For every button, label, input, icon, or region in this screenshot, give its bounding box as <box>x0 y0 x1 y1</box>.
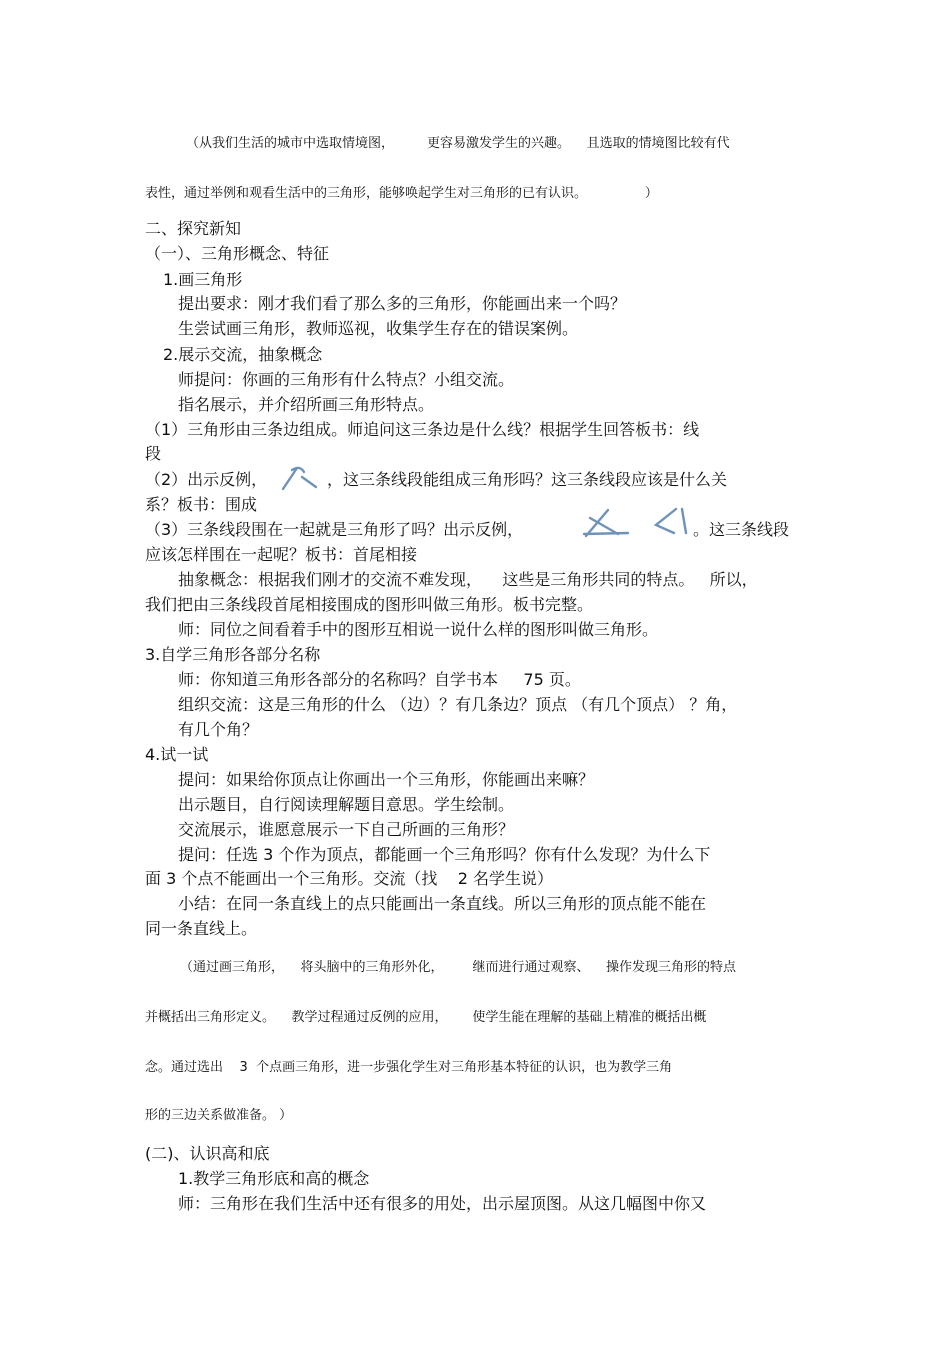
note1-line2: 表性，通过举例和观看生活中的三角形，能够唤起学生对三角形的已有认识。 ） <box>145 186 658 201</box>
note2-line2: 并概括出三角形定义。 教学过程通过反例的应用， 使学生能在理解的基础上精准的概括出概 <box>145 1010 707 1025</box>
s2-teacher-line: 师：同位之间看着手中的图形互相说一说什么样的图形叫做三角形。 <box>178 620 659 639</box>
s2-c3-part-a: （3）三条线段围在一起就是三角形了吗？出示反例， <box>145 520 524 539</box>
note1-line1: （从我们生活的城市中选取情境图， 更容易激发学生的兴趣。 且选取的情境图比较有代 <box>186 136 730 151</box>
s4-heading: 4.试一试 <box>145 745 209 764</box>
s2-c3-line2: 应该怎样围在一起呢？板书：首尾相接 <box>145 545 418 564</box>
s2-heading: 2.展示交流，抽象概念 <box>163 345 323 364</box>
note2-line4: 形的三边关系做准备。 ） <box>145 1108 293 1123</box>
s3-p1: 师：你知道三角形各部分的名称吗？自学书本 75 页。 <box>178 670 581 689</box>
s3-heading: 3.自学三角形各部分名称 <box>145 645 321 664</box>
part2-s1-p1: 师：三角形在我们生活中还有很多的用处，出示屋顶图。从这几幅图中你又 <box>178 1194 707 1213</box>
s2-c3-part-b: 。这三条线段 <box>693 520 790 539</box>
part2-title: (二)、认识高和底 <box>145 1144 270 1163</box>
s4-p3: 交流展示，谁愿意展示一下自己所画的三角形？ <box>178 820 515 839</box>
section-title: 二、探究新知 <box>145 219 242 238</box>
s4-p7: 同一条直线上。 <box>145 919 258 938</box>
s1-p2: 生尝试画三角形，教师巡视，收集学生存在的错误案例。 <box>178 319 579 338</box>
s4-p6: 小结：在同一条直线上的点只能画出一条直线。所以三角形的顶点能不能在 <box>178 894 707 913</box>
s1-heading: 1.画三角形 <box>163 270 243 289</box>
s4-p5: 面 3 个点不能画出一个三角形。交流（找 2 名学生说） <box>145 869 553 888</box>
s1-p1: 提出要求：刚才我们看了那么多的三角形，你能画出来一个吗？ <box>178 294 627 313</box>
s3-p3: 有几个角？ <box>178 720 259 739</box>
note2-line3: 念。通过选出 3 个点画三角形，进一步强化学生对三角形基本特征的认识，也为教学三角 <box>145 1060 673 1075</box>
s2-abstract-line1: 抽象概念：根据我们刚才的交流不难发现， 这些是三角形共同的特点。 所以， <box>178 570 758 589</box>
gap-triangle-sketch-icon <box>652 505 692 539</box>
s4-p2: 出示题目，自行阅读理解题目意思。学生绘制。 <box>178 795 515 814</box>
s4-p1: 提问：如果给你顶点让你画出一个三角形，你能画出来嘛？ <box>178 770 595 789</box>
s2-c1-line1: （1）三角形由三条边组成。师追问这三条边是什么线？根据学生回答板书：线 <box>145 420 700 439</box>
part1-title: （一）、三角形概念、特征 <box>145 244 330 263</box>
part2-s1-heading: 1.教学三角形底和高的概念 <box>178 1169 370 1188</box>
s2-p1: 师提问：你画的三角形有什么特点？小组交流。 <box>178 370 515 389</box>
s2-c2-part-b: ，这三条线段能组成三角形吗？这三条线段应该是什么关 <box>327 470 728 489</box>
s2-c2-part-a: （2）出示反例， <box>145 470 268 489</box>
s2-abstract-line2: 我们把由三条线段首尾相接围成的图形叫做三角形。板书完整。 <box>145 595 594 614</box>
s2-c2-line2: 系？板书：围成 <box>145 495 258 514</box>
note2-line1: （通过画三角形， 将头脑中的三角形外化， 继而进行通过观察、 操作发现三角形的特点 <box>180 960 736 975</box>
crossed-lines-sketch-icon <box>582 506 632 540</box>
open-lines-sketch-icon <box>280 462 322 492</box>
s3-p2: 组织交流：这是三角形的什么 （边）？有几条边？顶点 （有几个顶点） ？角， <box>178 695 738 714</box>
s2-p2: 指名展示，并介绍所画三角形特点。 <box>178 395 435 414</box>
s2-c1-line2: 段 <box>145 444 162 463</box>
s4-p4: 提问：任选 3 个作为顶点，都能画一个三角形吗？你有什么发现？为什么下 <box>178 845 711 864</box>
